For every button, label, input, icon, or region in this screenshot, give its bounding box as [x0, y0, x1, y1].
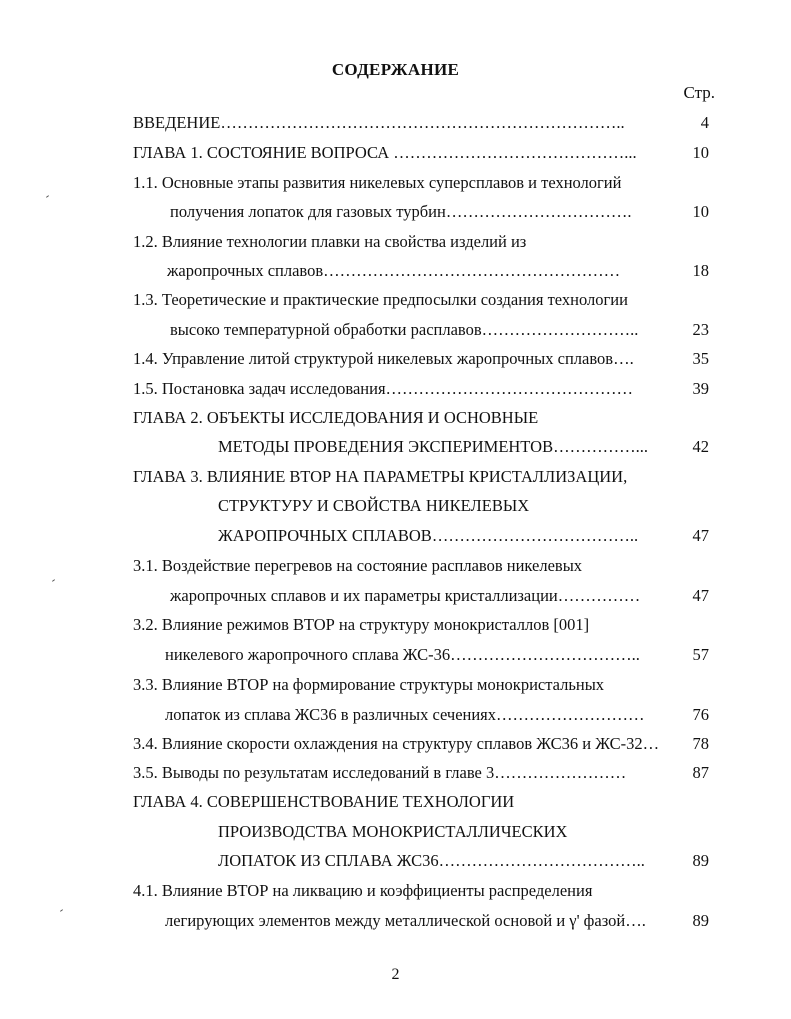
- toc-entry-line: ЖАРОПРОЧНЫХ СПЛАВОВ………………………………..: [218, 526, 639, 545]
- scan-speck: [60, 909, 63, 912]
- toc-entry-page: 47: [692, 526, 709, 545]
- toc-entry-page: 39: [692, 379, 709, 398]
- toc-entry-line: ПРОИЗВОДСТВА МОНОКРИСТАЛЛИЧЕСКИХ: [218, 822, 568, 841]
- toc-entry-line: СТРУКТУРУ И СВОЙСТВА НИКЕЛЕВЫХ: [218, 496, 530, 515]
- toc-entry-line: 1.1. Основные этапы развития никелевых суперсплавов и технологий: [133, 173, 622, 192]
- toc-entry-page: 57: [692, 645, 709, 664]
- toc-entry-line: жаропрочных сплавов и их параметры кристаллизации……………: [170, 586, 641, 605]
- toc-entry-page: 87: [692, 763, 709, 782]
- toc-entry-line: лопаток из сплава ЖС36 в различных сечениях………………………: [165, 705, 645, 724]
- toc-entry-page: 4: [700, 113, 709, 132]
- page-column-label: Стр.: [683, 83, 715, 102]
- toc-entry-line: никелевого жаропрочного сплава ЖС-36……………………………..: [165, 645, 640, 664]
- toc-entry-line: МЕТОДЫ ПРОВЕДЕНИЯ ЭКСПЕРИМЕНТОВ……………...: [218, 437, 648, 456]
- toc-entry-line: ГЛАВА 4. СОВЕРШЕНСТВОВАНИЕ ТЕХНОЛОГИИ: [133, 792, 515, 811]
- toc-entry-line: жаропрочных сплавов………………………………………………: [167, 261, 621, 280]
- toc-entry-page: 76: [692, 705, 709, 724]
- toc-entry-line: 3.1. Воздействие перегревов на состояние расплавов никелевых: [133, 556, 583, 575]
- toc-entry-page: 10: [692, 202, 709, 221]
- toc-entry-line: 3.3. Влияние ВТОР на формирование структуры монокристальных: [133, 675, 605, 694]
- page-title: СОДЕРЖАНИЕ: [331, 60, 460, 79]
- toc-entry-line: высоко температурной обработки расплавов………………………..: [170, 320, 639, 339]
- toc-entry-line: получения лопаток для газовых турбин…………………………….: [170, 202, 632, 221]
- toc-entry-line: ЛОПАТОК ИЗ СПЛАВА ЖС36………………………………..: [218, 851, 645, 870]
- toc-entry-line: 3.2. Влияние режимов ВТОР на структуру монокристаллов [001]: [133, 615, 590, 634]
- toc-entry-line: 3.4. Влияние скорости охлаждения на структуру сплавов ЖС36 и ЖС-32…: [133, 734, 660, 753]
- toc-entry-line: ГЛАВА 1. СОСТОЯНИЕ ВОПРОСА ……………………………………...: [133, 143, 637, 162]
- page-number: 2: [391, 966, 400, 983]
- toc-entry-page: 10: [692, 143, 709, 162]
- toc-entry-page: 47: [692, 586, 709, 605]
- toc-entry-page: 89: [692, 851, 709, 870]
- toc-entry-line: 3.5. Выводы по результатам исследований в главе 3……………………: [133, 763, 627, 782]
- toc-entry-line: ВВЕДЕНИЕ………………………………………………………………..: [133, 113, 625, 132]
- toc-entry-page: 23: [692, 320, 709, 339]
- toc-entry-page: 89: [692, 911, 709, 930]
- toc-entry-page: 42: [692, 437, 709, 456]
- toc-entry-line: 1.2. Влияние технологии плавки на свойства изделий из: [133, 232, 527, 251]
- toc-entry-page: 78: [692, 734, 709, 753]
- toc-entry-line: 4.1. Влияние ВТОР на ликвацию и коэффициенты распределения: [133, 881, 593, 900]
- toc-entry-line: 1.5. Постановка задач исследования………………………………………: [133, 379, 634, 398]
- toc-entry-page: 18: [692, 261, 709, 280]
- toc-entry-line: легирующих элементов между металлической основой и γ' фазой….: [165, 911, 646, 930]
- toc-entry-line: ГЛАВА 2. ОБЪЕКТЫ ИССЛЕДОВАНИЯ И ОСНОВНЫЕ: [133, 408, 539, 427]
- toc-entry-line: 1.3. Теоретические и практические предпосылки создания технологии: [133, 290, 628, 309]
- scan-speck: [52, 579, 55, 582]
- scan-speck: [46, 195, 49, 198]
- toc-entry-line: ГЛАВА 3. ВЛИЯНИЕ ВТОР НА ПАРАМЕТРЫ КРИСТАЛЛИЗАЦИИ,: [133, 467, 628, 486]
- toc-entry-page: 35: [692, 349, 709, 368]
- toc-entry-line: 1.4. Управление литой структурой никелевых жаропрочных сплавов….: [133, 349, 634, 368]
